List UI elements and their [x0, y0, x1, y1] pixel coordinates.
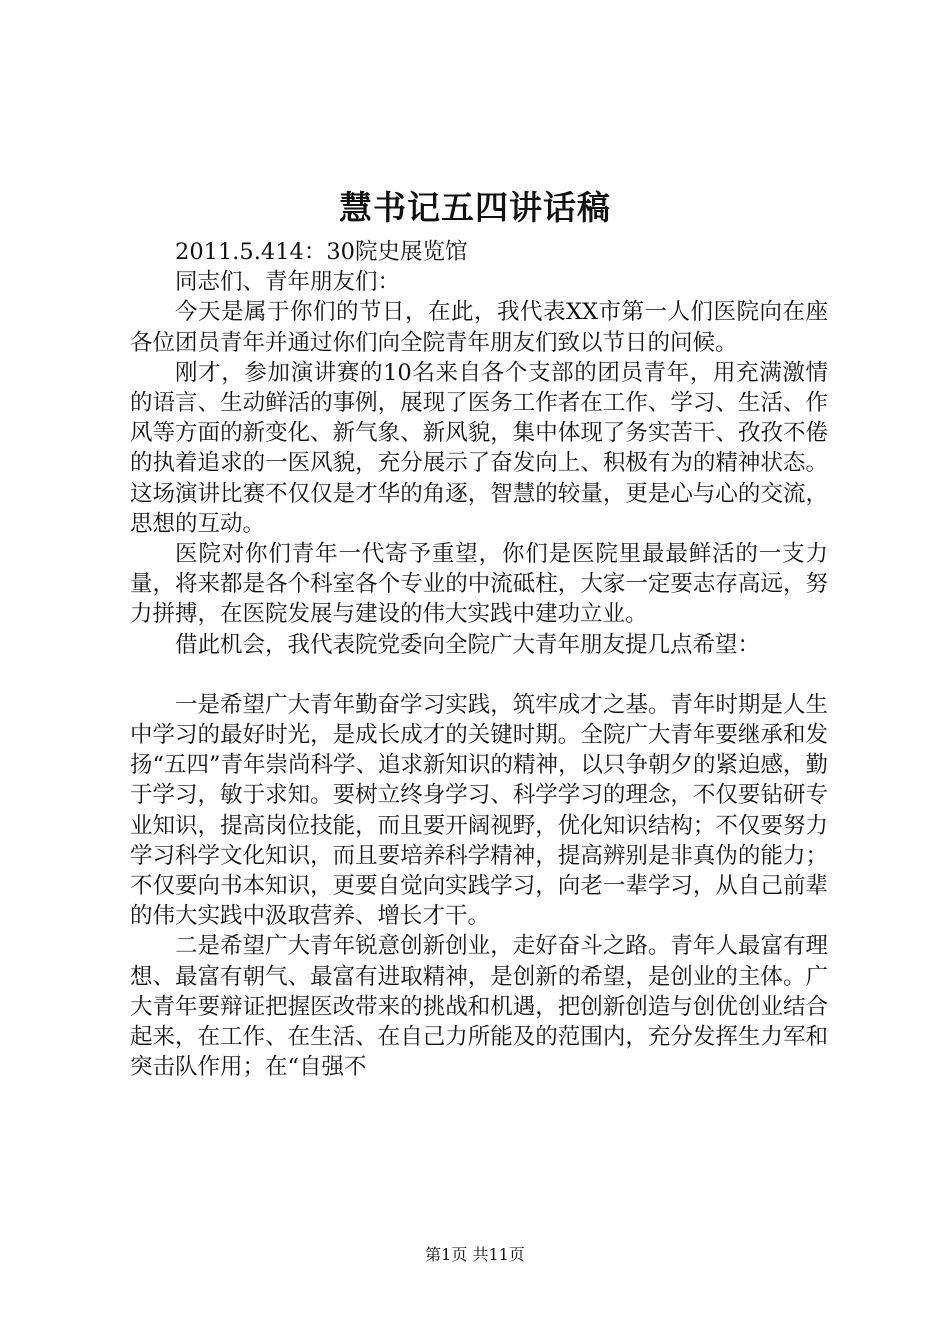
blank-line — [130, 660, 828, 690]
date-location-line: 2011.5.414：30院史展览馆 — [175, 239, 468, 265]
body-paragraph: 医院对你们青年一代寄予重望，你们是医院里最最鲜活的一支力量，将来都是各个科室各个专业的中流砥柱，大家一定要志存高远，努力拼搏，在医院发展与建设的伟大实践中建功立业。 — [130, 541, 828, 628]
document-body — [130, 237, 828, 1082]
body-paragraph: 一是希望广大青年勤奋学习实践，筑牢成才之基。青年时期是人生中学习的最好时光，是成长成才的关键时期。全院广大青年要继承和发扬“五四”青年崇尚科学、追求新知识的精神，以只争朝夕的紧迫感，勤于学习，敏于求知。要树立终身学习、科学学习的理念，不仅要钻研专业知识，提高岗位技能，而且要开阔视野，优化知识结构；不仅要努力学习科学文化知识，而且要培养科学精神，提高辨别是非真伪的能力；不仅要向书本知识，更要自觉向实践学习，向老一辈学习，从自己前辈的伟大实践中汲取营养、增长才干。 — [130, 691, 829, 930]
body-paragraph: 借此机会，我代表院党委向全院广大青年朋友提几点希望： — [175, 631, 761, 658]
body-paragraph: 今天是属于你们的节日，在此，我代表XX市第一人们医院向在座各位团员青年并通过你们向全院青年朋友们致以节日的问候。 — [130, 299, 828, 356]
body-paragraph: 刚才，参加演讲赛的10名来自各个支部的团员青年，用充满激情的语言、生动鲜活的事例，展现了医务工作者在工作、学习、生活、作风等方面的新变化、新气象、新风貌，集中体现了务实苦干、孜孜不倦的执着追求的一医风貌，充分展示了奋发向上、积极有为的精神状态。这场演讲比赛不仅仅是才华的角逐，智慧的较量，更是心与心的交流，思想的互动。 — [130, 359, 828, 537]
page-footer: 第1页 共11页 — [425, 1245, 525, 1264]
salutation: 同志们、青年朋友们： — [175, 269, 401, 296]
document-title: 慧书记五四讲话稿 — [339, 188, 611, 227]
body-paragraph: 二是希望广大青年锐意创新创业，走好奋斗之路。青年人最富有理想、最富有朝气、最富有进取精神，是创新的希望，是创业的主体。广大青年要辩证把握医改带来的挑战和机遇，把创新创造与创优创业结合起来，在工作、在生活、在自己力所能及的范围内，充分发挥生力军和突击队作用；在“自强不 — [130, 933, 828, 1081]
